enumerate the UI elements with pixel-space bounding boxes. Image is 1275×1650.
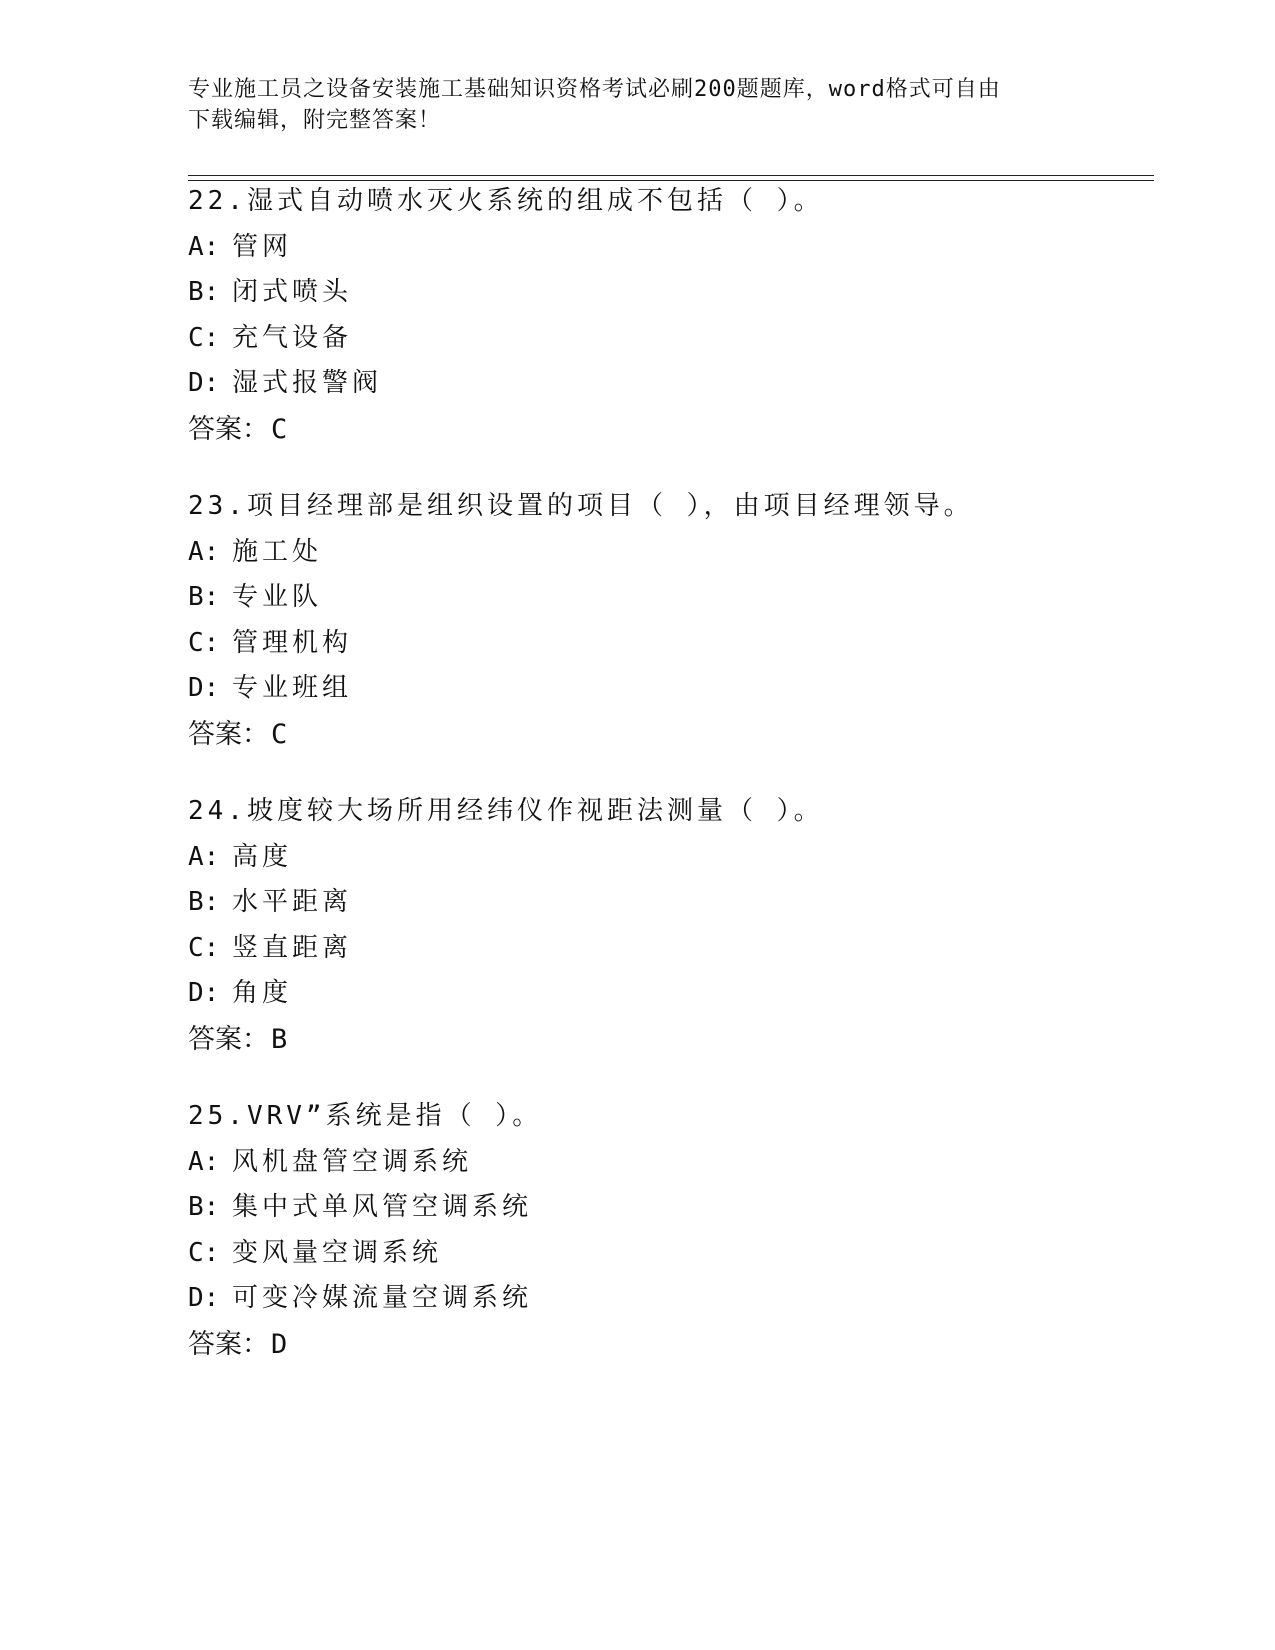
option-a (188, 530, 1148, 576)
question-block (188, 789, 1148, 1062)
option-letter: B: (188, 1192, 220, 1222)
option-a (188, 225, 1148, 271)
option-letter: C: (188, 932, 220, 963)
option-a (188, 1140, 1148, 1186)
option-letter: D: (188, 673, 220, 703)
answer-line (188, 712, 1148, 758)
option-text: 可变冷媒流量空调系统 (232, 1283, 533, 1313)
option-text: 湿式报警阀 (232, 368, 383, 398)
option-text: 风机盘管空调系统 (232, 1146, 473, 1177)
option-c (188, 1231, 1148, 1277)
option-text: 专业队 (232, 582, 323, 612)
option-text: 高度 (232, 841, 293, 872)
answer-value: C (271, 413, 288, 445)
answer-value: B (271, 1023, 288, 1055)
option-letter: B: (188, 277, 220, 307)
option-letter: A: (188, 536, 220, 567)
option-text: 充气设备 (232, 322, 353, 353)
option-text: 角度 (232, 978, 293, 1008)
option-d (188, 361, 1148, 407)
question-stem: 23.项目经理部是组织设置的项目（ ），由项目经理领导。 (188, 491, 974, 521)
option-text: 施工处 (232, 536, 323, 567)
option-b (188, 270, 1148, 316)
option-text: 集中式单风管空调系统 (232, 1192, 533, 1222)
option-b (188, 575, 1148, 621)
option-letter: A: (188, 1146, 220, 1177)
option-c (188, 316, 1148, 362)
option-letter: C: (188, 322, 220, 353)
question-stem: 24.坡度较大场所用经纬仪作视距法测量（ ）。 (188, 796, 824, 826)
option-b (188, 880, 1148, 926)
answer-line (188, 1017, 1148, 1063)
answer-value: D (271, 1328, 288, 1360)
answer-label: 答案： (188, 1023, 269, 1055)
question-block (188, 1094, 1148, 1367)
option-c (188, 621, 1148, 667)
option-letter: B: (188, 887, 220, 917)
option-text: 水平距离 (232, 887, 353, 917)
answer-label: 答案： (188, 1328, 269, 1360)
answer-line (188, 407, 1148, 453)
option-text: 管网 (232, 231, 293, 262)
answer-label: 答案： (188, 413, 269, 445)
option-letter: B: (188, 582, 220, 612)
document-header (188, 74, 1088, 136)
option-letter: A: (188, 231, 220, 262)
option-text: 专业班组 (232, 673, 353, 703)
option-letter: C: (188, 1237, 220, 1268)
option-letter: D: (188, 368, 220, 398)
option-letter: D: (188, 1283, 220, 1313)
option-d (188, 971, 1148, 1017)
header-divider-top (188, 175, 1154, 176)
option-letter: D: (188, 978, 220, 1008)
option-letter: C: (188, 627, 220, 658)
option-d (188, 1276, 1148, 1322)
header-line-2: 下载编辑，附完整答案！ (188, 108, 442, 133)
question-stem: 25.VRV”系统是指（ ）。 (188, 1101, 543, 1131)
option-d (188, 666, 1148, 712)
header-line-1: 专业施工员之设备安装施工基础知识资格考试必刷200题题库，word格式可自由 (188, 77, 1001, 102)
option-b (188, 1185, 1148, 1231)
answer-value: C (271, 718, 288, 750)
option-text: 管理机构 (232, 627, 353, 658)
option-letter: A: (188, 841, 220, 872)
answer-label: 答案： (188, 718, 269, 750)
option-text: 变风量空调系统 (232, 1237, 443, 1268)
option-text: 闭式喷头 (232, 277, 353, 307)
answer-line (188, 1322, 1148, 1368)
option-c (188, 926, 1148, 972)
question-block (188, 484, 1148, 757)
option-a (188, 835, 1148, 881)
option-text: 竖直距离 (232, 932, 353, 963)
question-stem: 22.湿式自动喷水灭火系统的组成不包括（ ）。 (188, 186, 824, 216)
question-block (188, 179, 1148, 452)
